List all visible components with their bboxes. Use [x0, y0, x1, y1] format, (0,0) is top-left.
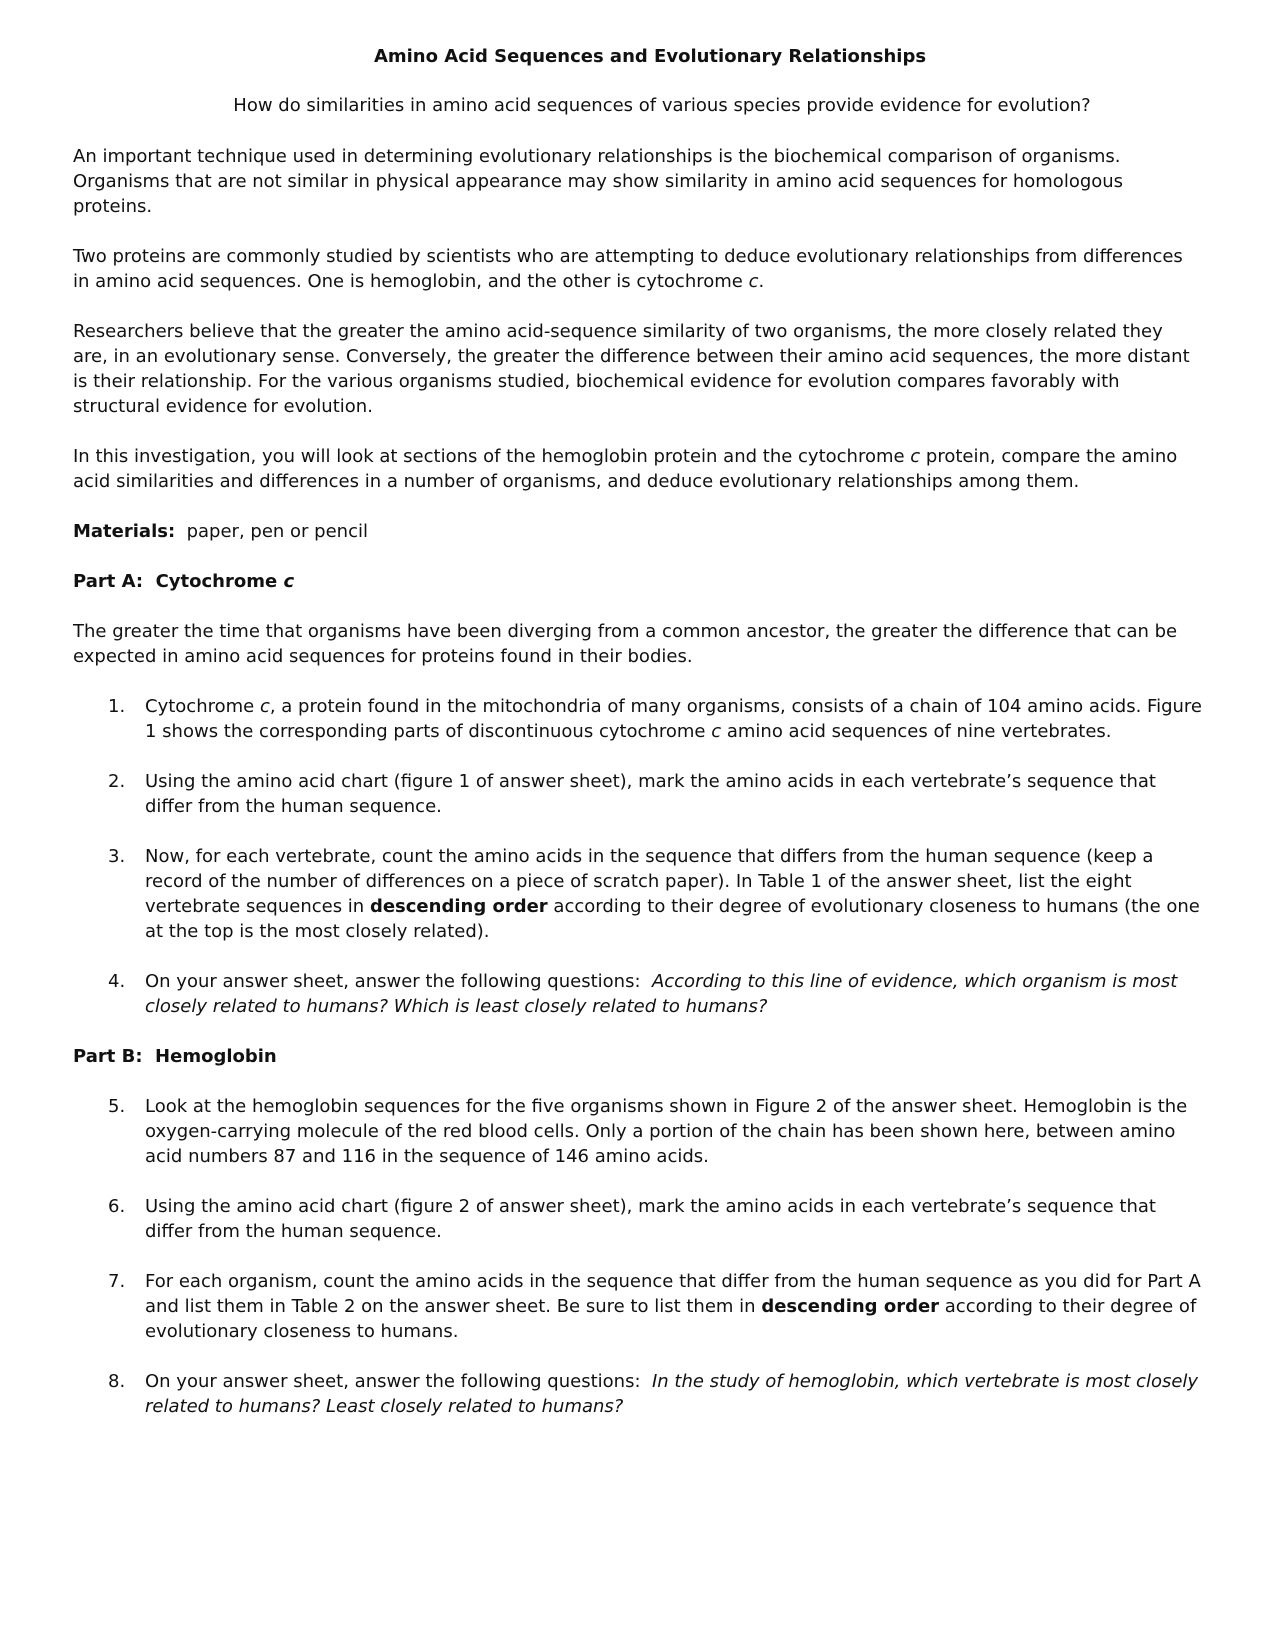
- item-4-italic: According to this line of evidence, which organism is most closely related to humans? Which is least closely related to humans?: [145, 971, 1178, 1017]
- list-item: [73, 844, 1203, 944]
- list-item: [73, 969, 1203, 1019]
- intro-paragraph-2-end: .: [758, 271, 765, 292]
- item-number: 6.: [108, 1196, 126, 1217]
- item-1-text-b: , a protein found in the mitochondria of many organisms, consists of a chain of 104 amino acids. Figure 1 shows the corresponding parts of discontinuous cytochrome: [145, 696, 1203, 742]
- item-3-text-a: Now, for each vertebrate, count the amino acids in the sequence that differs from the human sequence (keep a record of the number of differences on a piece of scratch paper). In Table 1 of the answer sheet, list the eight vertebrate sequences in: [145, 846, 1154, 917]
- intro-paragraph-4: [73, 444, 1203, 494]
- item-2-text: Using the amino acid chart (figure 1 of answer sheet), mark the amino acids in each vertebrate’s sequence that differ from the human sequence.: [145, 771, 1156, 817]
- list-item: [73, 1094, 1203, 1169]
- document-title: Amino Acid Sequences and Evolutionary Relationships: [373, 46, 927, 67]
- item-1-italic-c2: c: [711, 721, 722, 742]
- item-number: 8.: [108, 1371, 126, 1392]
- list-item: [73, 1269, 1203, 1344]
- document-page: [73, 44, 1203, 1444]
- item-8-italic: In the study of hemoglobin, which vertebrate is most closely related to humans? Least closely related to humans?: [145, 1371, 1199, 1417]
- item-7-bold: descending order: [761, 1296, 940, 1317]
- list-item: [73, 1194, 1203, 1244]
- item-6-text: Using the amino acid chart (figure 2 of answer sheet), mark the amino acids in each vertebrate’s sequence that differ from the human sequence.: [145, 1196, 1156, 1242]
- part-a-italic-c: c: [283, 571, 295, 592]
- guiding-question: How do similarities in amino acid sequences of various species provide evidence for evolution?: [233, 95, 1091, 116]
- part-a-heading: [73, 569, 1203, 594]
- item-number: 2.: [108, 771, 126, 792]
- item-1-text-a: Cytochrome: [145, 696, 260, 717]
- item-number: 3.: [108, 846, 126, 867]
- materials-line: [73, 519, 1203, 544]
- intro-paragraph-2-italic-c: c: [748, 271, 759, 292]
- item-3-text-b: according to their degree of evolutionary closeness to humans (the one at the top is the most closely related).: [145, 896, 1200, 942]
- intro-paragraph-3: Researchers believe that the greater the amino acid-sequence similarity of two organisms, the more closely related they are, in an evolutionary sense. Conversely, the greater the difference between their amino acid sequences, the more distant is their relationship. For the various organisms studied, biochemical evidence for evolution compares favorably with structural evidence for evolution.: [73, 321, 1190, 417]
- item-7-text-b: according to their degree of evolutionary closeness to humans.: [145, 1296, 1197, 1342]
- intro-paragraph-2: [73, 244, 1203, 294]
- part-b-list: [73, 1094, 1203, 1419]
- intro-paragraph-4-italic-c: c: [910, 446, 921, 467]
- item-1-italic-c1: c: [259, 696, 270, 717]
- intro-paragraph-2-text: Two proteins are commonly studied by scientists who are attempting to deduce evolutionary relationships from differences in amino acid sequences. One is hemoglobin, and the other is cytochrome: [73, 246, 1183, 292]
- item-number: 5.: [108, 1096, 126, 1117]
- list-item: [73, 1369, 1203, 1419]
- item-3-bold: descending order: [369, 896, 548, 917]
- intro-paragraph-1: An important technique used in determining evolutionary relationships is the biochemical comparison of organisms. Organisms that are not similar in physical appearance may show similarity in amino acid sequences for homologous proteins.: [73, 146, 1124, 217]
- item-4-text-a: On your answer sheet, answer the following questions:: [145, 971, 652, 992]
- item-1-text-d: amino acid sequences of nine vertebrates.: [721, 721, 1112, 742]
- item-5-text: Look at the hemoglobin sequences for the five organisms shown in Figure 2 of the answer sheet. Hemoglobin is the oxygen-carrying molecule of the red blood cells. Only a portion of the chain has been shown here, between amino acid numbers 87 and 116 in the sequence of 146 amino acids.: [145, 1096, 1188, 1167]
- item-number: 4.: [108, 971, 126, 992]
- item-7-text-a: For each organism, count the amino acids in the sequence that differ from the human sequence as you did for Part A and list them in Table 2 on the answer sheet. Be sure to list them in: [145, 1271, 1201, 1317]
- item-number: 1.: [108, 696, 126, 717]
- materials-label: Materials:: [73, 521, 176, 542]
- list-item: [73, 694, 1203, 744]
- part-b-heading: Part B: Hemoglobin: [73, 1046, 277, 1067]
- materials-text: paper, pen or pencil: [175, 521, 368, 542]
- list-item: [73, 769, 1203, 819]
- part-a-intro: The greater the time that organisms have been diverging from a common ancestor, the greater the difference that can be expected in amino acid sequences for proteins found in their bodies.: [73, 621, 1178, 667]
- part-a-list: [73, 694, 1203, 1019]
- part-a-label: Part A: Cytochrome: [73, 571, 284, 592]
- item-8-text-a: On your answer sheet, answer the following questions:: [145, 1371, 652, 1392]
- intro-paragraph-4-text-b: protein, compare the amino acid similarities and differences in a number of organisms, and deduce evolutionary relationships among them.: [73, 446, 1178, 492]
- item-number: 7.: [108, 1271, 126, 1292]
- intro-paragraph-4-text-a: In this investigation, you will look at sections of the hemoglobin protein and the cytochrome: [73, 446, 911, 467]
